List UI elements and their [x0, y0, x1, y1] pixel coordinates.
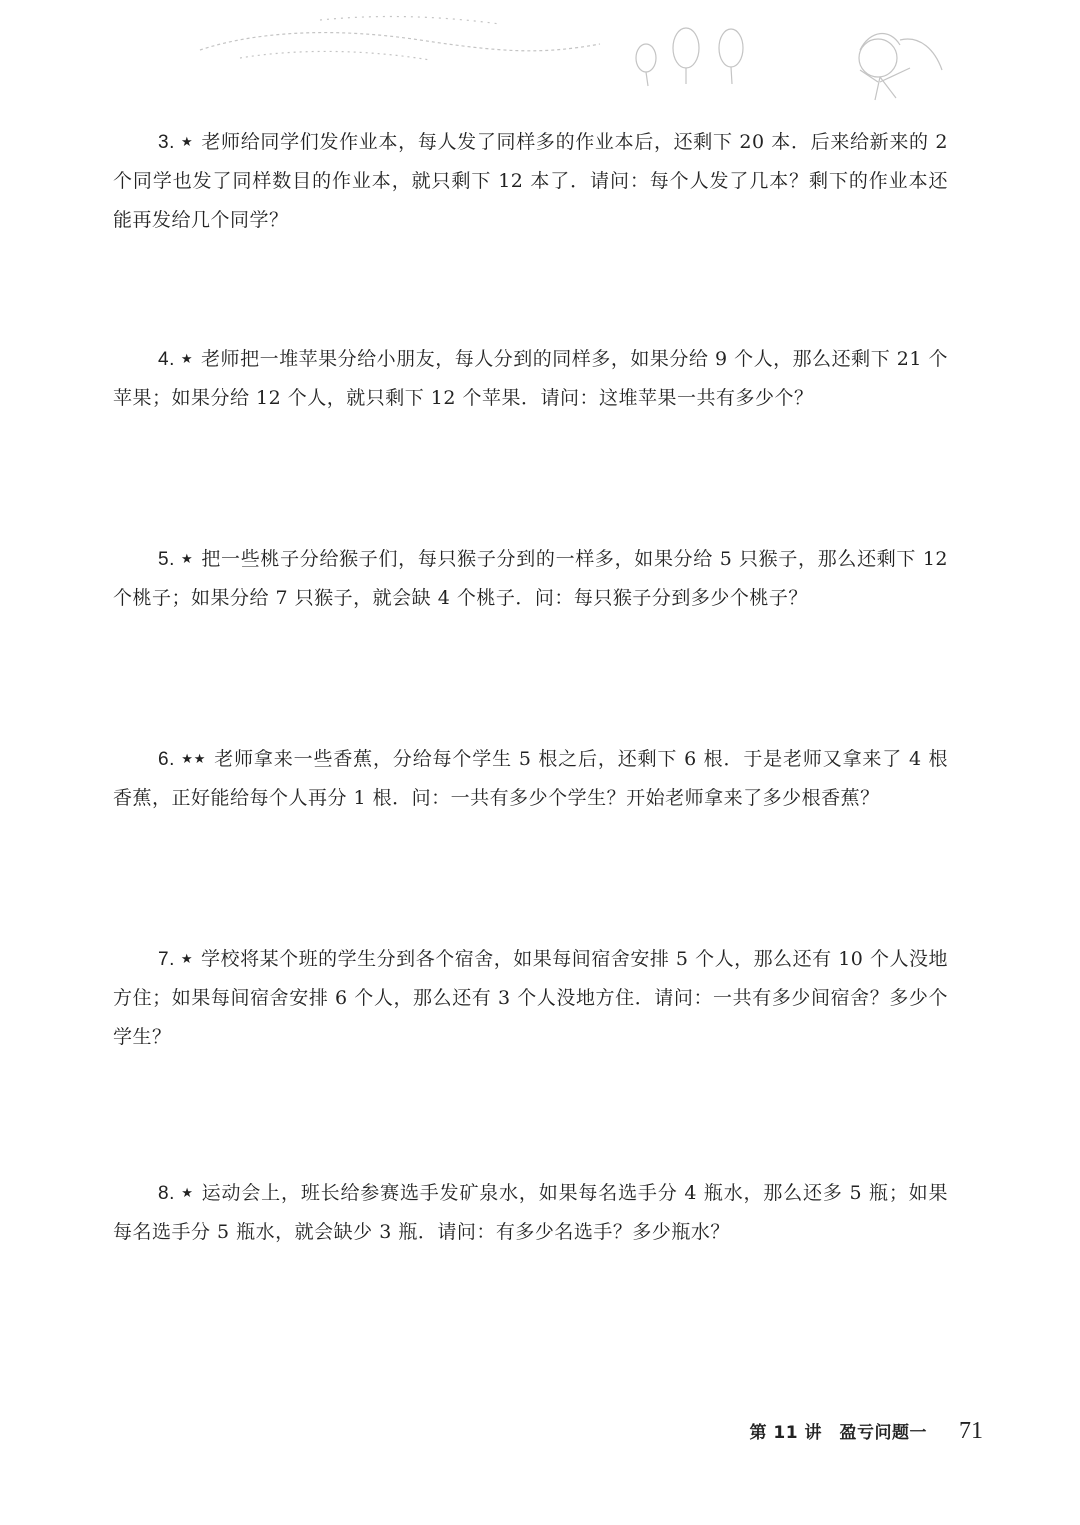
problem-text: 老师给同学们发作业本，每人发了同样多的作业本后，还剩下 20 本．后来给新来的 2 个同学也发了同样数目的作业本，就只剩下 12 本了．请问：每个人发了几本？剩下的作业本还能再发给几个同学？ [113, 131, 948, 231]
balloons-and-child-illustration-icon [180, 0, 960, 110]
chapter-title: 第 11 讲 盈亏问题一 [749, 1423, 927, 1443]
problem-4 [113, 340, 948, 418]
problem-text: 学校将某个班的学生分到各个宿舍，如果每间宿舍安排 5 个人，那么还有 10 个人没地方住；如果每间宿舍安排 6 个人，那么还有 3 个人没地方住．请问：一共有多少间宿舍？多少个学生？ [113, 948, 948, 1048]
problem-text: 老师拿来一些香蕉，分给每个学生 5 根之后，还剩下 6 根．于是老师又拿来了 4 根香蕉，正好能给每个人再分 1 根．问：一共有多少个学生？开始老师拿来了多少根香蕉？ [113, 748, 948, 809]
difficulty-star-icon: ★ [180, 135, 194, 150]
problem-6 [113, 740, 948, 818]
difficulty-star-icon: ★ [180, 352, 194, 367]
problem-number: 3. [158, 132, 175, 153]
problem-7 [113, 940, 948, 1057]
problem-5 [113, 540, 948, 618]
problem-number: 4. [158, 349, 175, 370]
page-footer [750, 1418, 984, 1445]
problem-text: 把一些桃子分给猴子们，每只猴子分到的一样多，如果分给 5 只猴子，那么还剩下 12 个桃子；如果分给 7 只猴子，就会缺 4 个桃子．问：每只猴子分到多少个桃子？ [113, 548, 948, 609]
problem-number: 5. [158, 549, 175, 570]
difficulty-star-icon: ★ [180, 1186, 194, 1201]
difficulty-star-icon: ★ [180, 952, 194, 967]
page-number: 71 [959, 1418, 983, 1444]
difficulty-star-icon: ★ [180, 552, 194, 567]
difficulty-star-icon: ★★ [180, 752, 207, 767]
problem-number: 6. [158, 749, 175, 770]
problem-number: 7. [158, 949, 175, 970]
problem-text: 运动会上，班长给参赛选手发矿泉水，如果每名选手分 4 瓶水，那么还多 5 瓶；如果每名选手分 5 瓶水，就会缺少 3 瓶．请问：有多少名选手？多少瓶水？ [113, 1182, 948, 1243]
problem-8 [113, 1174, 948, 1252]
problem-text: 老师把一堆苹果分给小朋友，每人分到的同样多，如果分给 9 个人，那么还剩下 21 个苹果；如果分给 12 个人，就只剩下 12 个苹果．请问：这堆苹果一共有多少个？ [113, 348, 948, 409]
problem-number: 8. [158, 1183, 175, 1204]
problem-3 [113, 123, 948, 240]
